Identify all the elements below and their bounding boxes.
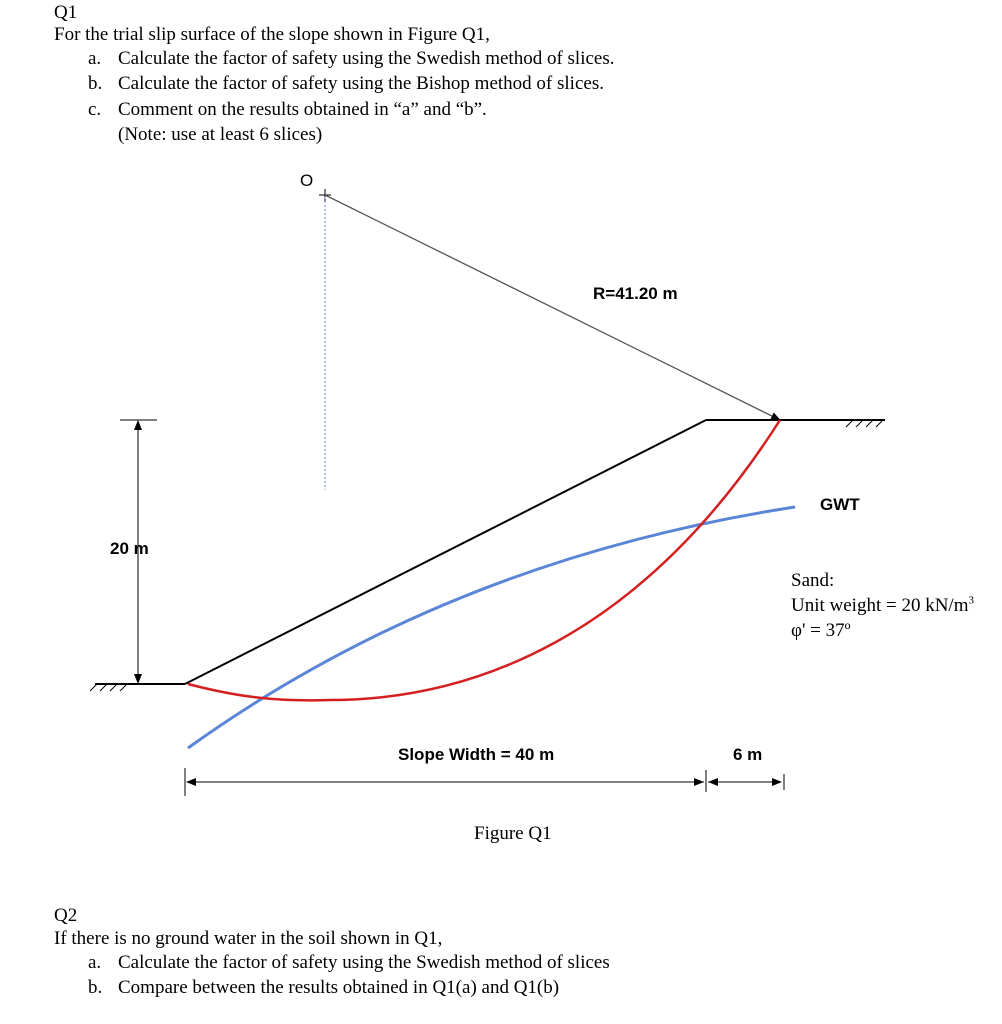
ground-left-hatch [90, 684, 127, 691]
figure-caption: Figure Q1 [474, 823, 552, 844]
soil-unit-weight-text: Unit weight = 20 kN/m [791, 595, 969, 616]
q2-item-a [88, 952, 610, 974]
q1-item-a-label: a. [88, 48, 102, 69]
q1-item-b-text: Calculate the factor of safety using the Bishop method of slices. [118, 73, 604, 94]
offset-dim-arrow-right [772, 778, 782, 786]
height-dim-arrow-bottom [134, 674, 142, 684]
q2-item-b-label: b. [88, 977, 103, 998]
q2-item-b [88, 977, 559, 999]
height-label: 20 m [110, 539, 149, 558]
q1-heading: Q1 [54, 2, 78, 23]
water-table-line [188, 507, 795, 748]
soil-name: Sand: [791, 570, 835, 591]
soil-unit-weight [791, 595, 974, 617]
q1-item-c-label: c. [88, 99, 102, 120]
height-dim-arrow-top [134, 420, 142, 430]
q2-item-a-text: Calculate the factor of safety using the Swedish method of slices [118, 952, 610, 973]
slip-surface-line [188, 420, 780, 700]
q1-intro: For the trial slip surface of the slope shown in Figure Q1, [54, 24, 490, 45]
ground-top-hatch [846, 420, 883, 427]
q2-heading: Q2 [54, 905, 78, 926]
q2-item-a-label: a. [88, 952, 102, 973]
radius-line [325, 195, 780, 420]
soil-phi: φ' = 37º [791, 620, 851, 641]
q2-intro: If there is no ground water in the soil shown in Q1, [54, 928, 443, 949]
soil-unit-weight-exp: 3 [968, 594, 974, 607]
width-dim-arrow-left [186, 778, 196, 786]
gwt-label: GWT [820, 495, 860, 514]
q1-note: (Note: use at least 6 slices) [118, 124, 323, 145]
slope-face [185, 420, 706, 684]
width-label: Slope Width = 40 m [398, 745, 555, 764]
q2-item-b-text: Compare between the results obtained in Q1(a) and Q1(b) [118, 977, 560, 998]
q1-item-a-text: Calculate the factor of safety using the Swedish method of slices. [118, 48, 615, 69]
offset-dim-arrow-left [708, 778, 718, 786]
width-dim-arrow-right [694, 778, 704, 786]
q1-item-c-text: Comment on the results obtained in “a” and “b”. [118, 99, 487, 120]
center-label: O [300, 171, 314, 190]
offset-label: 6 m [733, 745, 763, 764]
radius-label: R=41.20 m [593, 284, 678, 303]
q1-item-b-label: b. [88, 73, 103, 94]
